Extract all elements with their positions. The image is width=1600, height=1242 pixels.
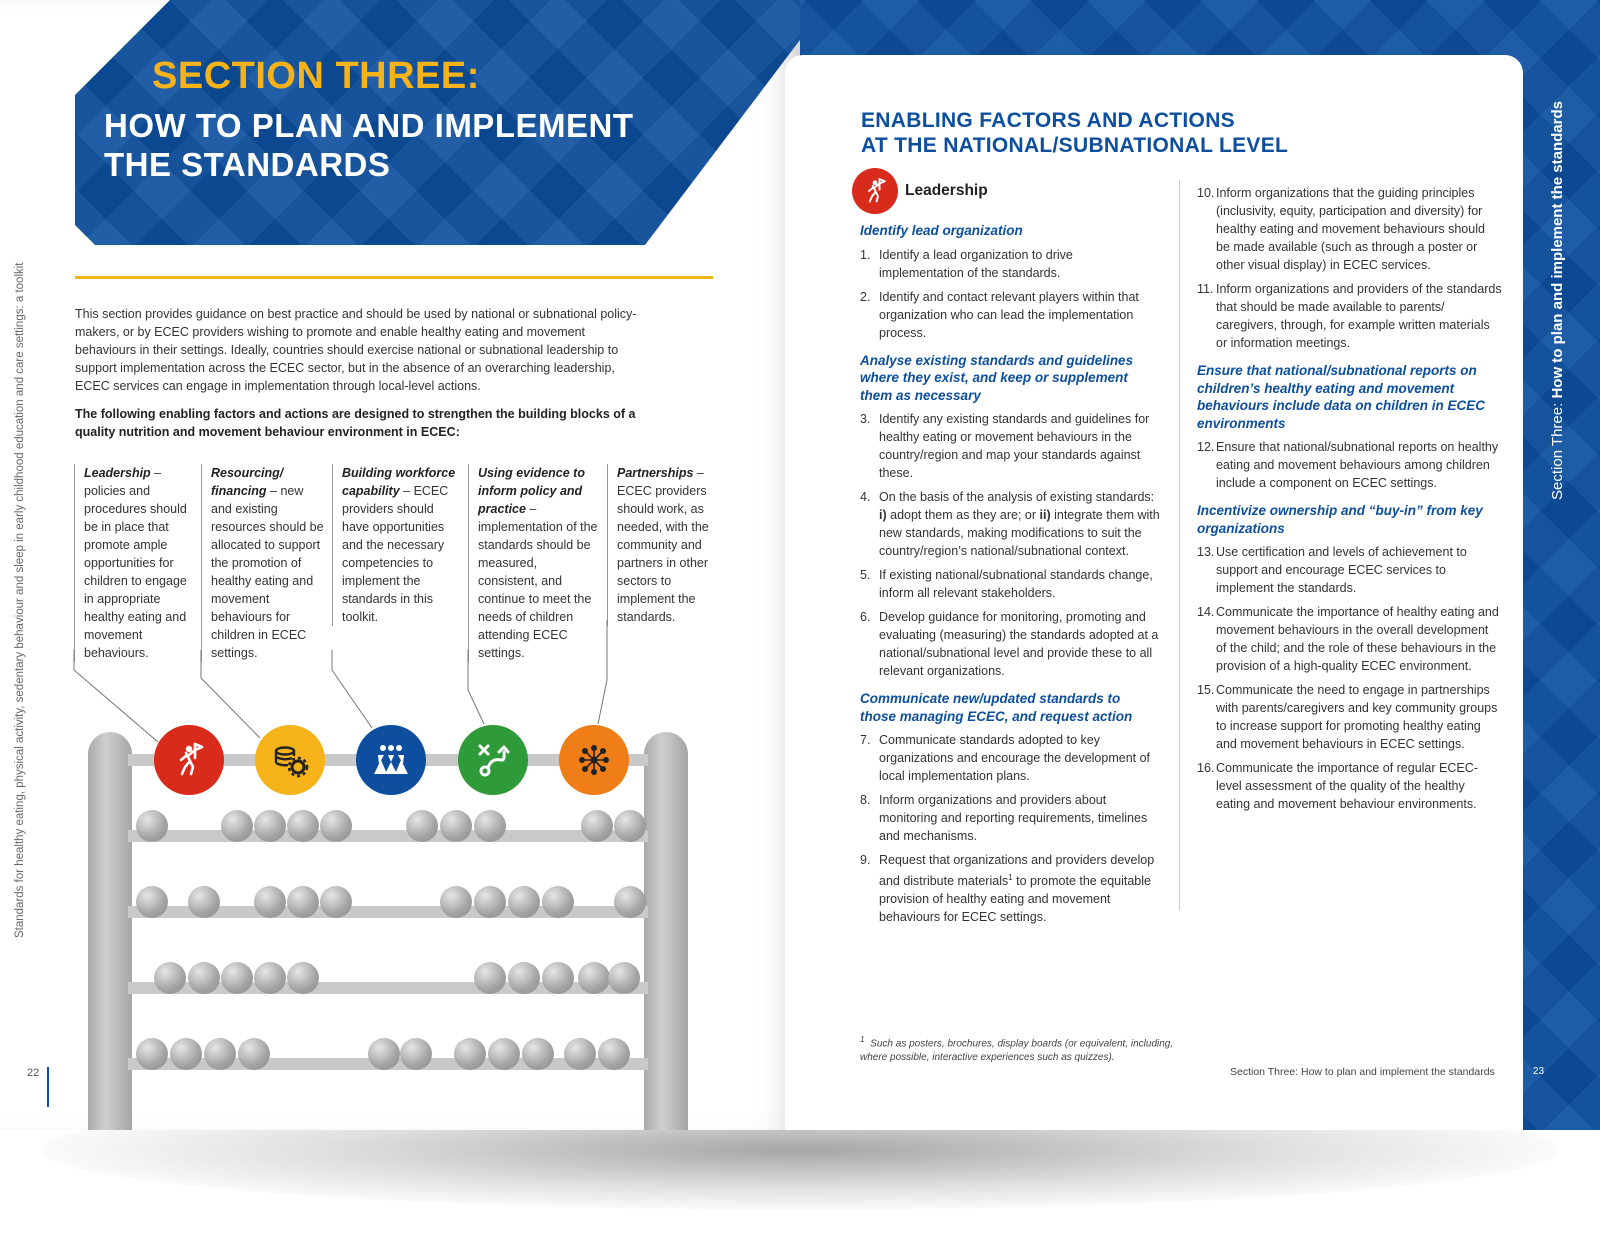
- abacus-bead: [154, 962, 186, 994]
- abacus-bead: [320, 810, 352, 842]
- spine-running-title: Standards for healthy eating, physical activity, sedentary behaviour and sleep in early childhood education and care settings: a toolkit: [14, 262, 26, 938]
- footer-running-title: Section Three: How to plan and implement the standards: [1230, 1066, 1495, 1078]
- list-item: 10. Inform organizations that the guiding principles (inclusivity, equity, participation and diversity) for healthy eating and movement behaviours should be made available (such as through a poster or other visual display) in ECEC services.: [1197, 186, 1485, 272]
- abacus-bead: [368, 1038, 400, 1070]
- page-number-bar: [47, 1067, 49, 1107]
- list-item: 11. Inform organizations and providers of the standards that should be made available to parents/ caregivers, through, for example written materials or information meetings.: [1197, 282, 1502, 350]
- abacus-bead: [488, 1038, 520, 1070]
- abacus-illustration: [88, 720, 698, 1130]
- abacus-bead: [581, 810, 613, 842]
- column-divider: [1179, 180, 1180, 910]
- abacus-bead: [287, 886, 319, 918]
- abacus-bead: [204, 1038, 236, 1070]
- abacus-bead: [188, 962, 220, 994]
- abacus-bead: [320, 886, 352, 918]
- block-title: Leadership: [84, 466, 151, 480]
- section-title-line1: HOW TO PLAN AND IMPLEMENT: [104, 107, 634, 144]
- list-item: 4. On the basis of the analysis of existing standards: i) adopt them as they are; or ii) integrate them with new standards, making modifications to suit the country/region’s national/subnational context.: [860, 490, 1160, 558]
- section-title-line2: THE STANDARDS: [104, 146, 391, 183]
- leadership-label: Leadership: [905, 182, 988, 199]
- abacus-bead: [188, 886, 220, 918]
- actions-column-2: [1197, 184, 1502, 819]
- abacus-bead: [406, 810, 438, 842]
- abacus-bead: [254, 962, 286, 994]
- abacus-bead: [287, 810, 319, 842]
- page-number-left: 22: [27, 1067, 40, 1079]
- list-item: 12. Ensure that national/subnational reports on healthy eating and movement behaviours among children include a component on ECEC settings.: [1197, 440, 1499, 490]
- list-item: 15. Communicate the need to engage in partnerships with parents/caregivers and key community groups to increase support for promoting healthy eating and movement behaviours in ECEC settings.: [1197, 683, 1498, 751]
- list-item: 3. Identify any existing standards and guidelines for healthy eating or movement behaviours in the country/region and map your standards against these.: [860, 412, 1150, 480]
- abacus-bead: [238, 1038, 270, 1070]
- block-title: Resourcing/ financing: [211, 466, 284, 498]
- abacus-bead: [508, 962, 540, 994]
- abacus-bead: [474, 810, 506, 842]
- block-title: Using evidence to inform policy and practice: [478, 466, 585, 516]
- abacus-bead: [254, 810, 286, 842]
- evidence-icon: [458, 725, 528, 795]
- abacus-bead: [608, 962, 640, 994]
- block-title: Partnerships: [617, 466, 694, 480]
- partnerships-icon: [559, 725, 629, 795]
- subheading: Ensure that national/subnational reports on children’s healthy eating and movement behaviours include data on children in ECEC environments: [1197, 363, 1486, 431]
- actions-column-1: [860, 222, 1160, 932]
- abacus-rod: [128, 830, 648, 842]
- list-item: 6. Develop guidance for monitoring, promoting and evaluating (measuring) the standards adopted at a national/subnational level and provide these to all relevant organizations.: [860, 610, 1159, 678]
- abacus-bead: [400, 1038, 432, 1070]
- abacus-left-post: [88, 732, 132, 1130]
- right-heading-line2: AT THE NATIONAL/SUBNATIONAL LEVEL: [861, 134, 1289, 157]
- abacus-bead: [508, 886, 540, 918]
- abacus-bead: [136, 810, 168, 842]
- list-item: 16. Communicate the importance of regular ECEC-level assessment of the quality of the healthy eating and movement behaviour environments.: [1197, 761, 1478, 811]
- abacus-bead: [440, 810, 472, 842]
- page-number-right: 23: [1533, 1066, 1545, 1077]
- abacus-bead: [564, 1038, 596, 1070]
- abacus-bead: [522, 1038, 554, 1070]
- list-item: 2. Identify and contact relevant players within that organization who can lead the implementation process.: [860, 289, 1139, 340]
- list-item: 7. Communicate standards adopted to key organizations and encourage the development of local implementation plans.: [860, 733, 1151, 783]
- subheading: Communicate new/updated standards to those managing ECEC, and request action: [860, 691, 1133, 724]
- footnote-mark: 1: [860, 1034, 865, 1044]
- resourcing-icon: [255, 725, 325, 795]
- abacus-bead: [136, 886, 168, 918]
- abacus-bead: [542, 962, 574, 994]
- abacus-bead: [454, 1038, 486, 1070]
- abacus-bead: [474, 886, 506, 918]
- left-page: [0, 0, 800, 1130]
- vertical-section-title: [1549, 80, 1566, 500]
- abacus-bead: [542, 886, 574, 918]
- abacus-bead: [614, 886, 646, 918]
- abacus-bead: [287, 962, 319, 994]
- list-item: 1. Identify a lead organization to drive implementation of the standards.: [860, 247, 1073, 280]
- abacus-bead: [221, 962, 253, 994]
- right-heading-line1: ENABLING FACTORS AND ACTIONS: [861, 109, 1235, 132]
- leadership-icon: [852, 168, 898, 214]
- subheading: Analyse existing standards and guidelines where they exist, and keep or supplement them as necessary: [860, 352, 1134, 403]
- abacus-bead: [254, 886, 286, 918]
- vertical-title-bold: How to plan and implement the standards: [1549, 101, 1566, 399]
- subheading: Identify lead organization: [860, 223, 1023, 238]
- abacus-bead: [474, 962, 506, 994]
- block-title: Building workforce capability: [342, 466, 456, 498]
- abacus-bead: [221, 810, 253, 842]
- abacus-bead: [170, 1038, 202, 1070]
- list-item: 14. Communicate the importance of healthy eating and movement behaviours in the overall development of the child; and the role of these behaviours in the provision of a high-quality ECEC environment.: [1197, 605, 1499, 673]
- section-kicker: SECTION THREE:: [152, 55, 480, 97]
- abacus-bead: [598, 1038, 630, 1070]
- abacus-bead: [440, 886, 472, 918]
- intro-paragraph: This section provides guidance on best practice and should be used by national or subnational policy-makers, or by ECEC providers wishing to promote and enable healthy eating and movement behaviours in their settings. Ideally, countries should exercise national or subnational leadership to support implementation across the ECEC sector, but in the absence of an overarching leadership, ECEC services can engage in implementation through local-level actions.: [75, 307, 637, 393]
- list-item: 8. Inform organizations and providers about monitoring and reporting requirements, timelines and mechanisms.: [860, 793, 1148, 843]
- leadership-icon: [154, 725, 224, 795]
- block-text: – new and existing resources should be allocated to support the promotion of healthy eating and movement behaviours for children in ECEC settings.: [211, 484, 324, 660]
- list-item: 13. Use certification and levels of achievement to support and encourage ECEC services to implement the standards.: [1197, 545, 1467, 595]
- block-text: – ECEC providers should have opportunities and the necessary competencies to implement the standards in this toolkit.: [342, 484, 449, 624]
- footnote: [860, 1032, 1180, 1065]
- abacus-bead: [614, 810, 646, 842]
- block-text: – implementation of the standards should be measured, consistent, and continue to meet the needs of children attending ECEC settings.: [478, 502, 598, 660]
- abacus-right-post: [644, 732, 688, 1130]
- list-item: 5. If existing national/subnational standards change, inform all relevant stakeholders.: [860, 568, 1153, 600]
- subheading: Incentivize ownership and “buy-in” from key organizations: [1197, 503, 1483, 536]
- abacus-bead: [578, 962, 610, 994]
- list-item: 9. Request that organizations and providers develop and distribute materials$^1$ to promote the equitable provision of healthy eating and movement behaviours for ECEC settings.: [860, 853, 1155, 925]
- footnote-text: Such as posters, brochures, display boards (or equivalent, including, where possible, interactive experiences such as quizzes).: [860, 1038, 1174, 1064]
- vertical-title-prefix: Section Three:: [1549, 398, 1566, 500]
- workforce-icon: [356, 725, 426, 795]
- block-text: – policies and procedures should be in place that promote ample opportunities for children to engage in appropriate healthy eating and movement behaviours.: [84, 466, 187, 660]
- block-text: – ECEC providers should work, as needed, with the community and partners in other sectors to implement the standards.: [617, 466, 709, 624]
- right-heading: [861, 108, 1288, 158]
- abacus-bead: [136, 1038, 168, 1070]
- intro-bold-paragraph: The following enabling factors and actions are designed to strengthen the building blocks of a quality nutrition and movement behaviour environment in ECEC:: [75, 407, 636, 439]
